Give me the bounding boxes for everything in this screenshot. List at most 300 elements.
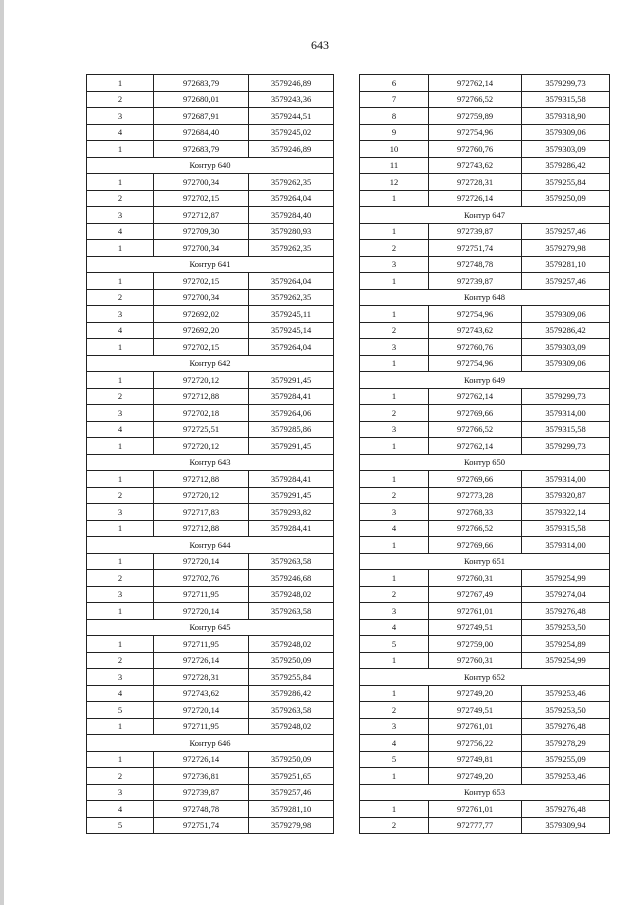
- y-coordinate: 3579314,00: [522, 471, 610, 488]
- x-coordinate: 972726,14: [429, 190, 522, 207]
- y-coordinate: 3579264,04: [249, 190, 334, 207]
- point-number: 3: [87, 207, 154, 224]
- table-row: [360, 438, 610, 455]
- table-row: [360, 108, 610, 125]
- point-number: 3: [87, 306, 154, 323]
- y-coordinate: 3579255,84: [249, 669, 334, 686]
- table-row: [360, 718, 610, 735]
- point-number: 3: [360, 339, 429, 356]
- table-row: [360, 240, 610, 257]
- point-number: 5: [87, 817, 154, 834]
- table-row: [87, 487, 334, 504]
- y-coordinate: 3579309,06: [522, 355, 610, 372]
- point-number: 1: [360, 355, 429, 372]
- point-number: 2: [360, 322, 429, 339]
- contour-header-row: [87, 619, 334, 636]
- x-coordinate: 972720,14: [154, 553, 249, 570]
- table-row: [87, 586, 334, 603]
- x-coordinate: 972754,96: [429, 355, 522, 372]
- point-number: 5: [87, 702, 154, 719]
- y-coordinate: 3579315,58: [522, 421, 610, 438]
- contour-title: Контур 648: [360, 289, 610, 306]
- table-row: [87, 91, 334, 108]
- contour-header-row: [87, 537, 334, 554]
- y-coordinate: 3579281,10: [249, 801, 334, 818]
- x-coordinate: 972702,15: [154, 339, 249, 356]
- contour-title: Контур 653: [360, 784, 610, 801]
- x-coordinate: 972728,31: [429, 174, 522, 191]
- table-row: [87, 174, 334, 191]
- point-number: 4: [360, 520, 429, 537]
- point-number: 3: [87, 108, 154, 125]
- table-row: [360, 768, 610, 785]
- table-row: [360, 570, 610, 587]
- table-row: [360, 603, 610, 620]
- table-row: [360, 355, 610, 372]
- point-number: 2: [360, 240, 429, 257]
- table-row: [360, 223, 610, 240]
- y-coordinate: 3579255,09: [522, 751, 610, 768]
- y-coordinate: 3579280,93: [249, 223, 334, 240]
- point-number: 5: [360, 636, 429, 653]
- point-number: 1: [360, 273, 429, 290]
- y-coordinate: 3579250,09: [249, 652, 334, 669]
- point-number: 1: [87, 174, 154, 191]
- point-number: 4: [87, 421, 154, 438]
- x-coordinate: 972760,31: [429, 570, 522, 587]
- x-coordinate: 972768,33: [429, 504, 522, 521]
- x-coordinate: 972739,87: [154, 784, 249, 801]
- point-number: 1: [87, 520, 154, 537]
- x-coordinate: 972712,88: [154, 471, 249, 488]
- table-row: [360, 141, 610, 158]
- y-coordinate: 3579245,02: [249, 124, 334, 141]
- y-coordinate: 3579322,14: [522, 504, 610, 521]
- table-row: [87, 801, 334, 818]
- x-coordinate: 972762,14: [429, 75, 522, 92]
- contour-title: Контур 640: [87, 157, 334, 174]
- x-coordinate: 972720,12: [154, 372, 249, 389]
- table-row: [87, 273, 334, 290]
- point-number: 2: [87, 91, 154, 108]
- contour-header-row: [87, 157, 334, 174]
- x-coordinate: 972762,14: [429, 438, 522, 455]
- table-row: [87, 141, 334, 158]
- table-row: [360, 273, 610, 290]
- table-row: [360, 537, 610, 554]
- table-row: [87, 372, 334, 389]
- x-coordinate: 972754,96: [429, 124, 522, 141]
- point-number: 4: [360, 619, 429, 636]
- x-coordinate: 972700,34: [154, 174, 249, 191]
- contour-header-row: [360, 372, 610, 389]
- table-row: [360, 322, 610, 339]
- table-row: [87, 405, 334, 422]
- x-coordinate: 972683,79: [154, 75, 249, 92]
- table-row: [87, 553, 334, 570]
- x-coordinate: 972759,00: [429, 636, 522, 653]
- y-coordinate: 3579253,50: [522, 702, 610, 719]
- y-coordinate: 3579286,42: [522, 157, 610, 174]
- y-coordinate: 3579318,90: [522, 108, 610, 125]
- x-coordinate: 972767,49: [429, 586, 522, 603]
- y-coordinate: 3579254,89: [522, 636, 610, 653]
- point-number: 1: [360, 306, 429, 323]
- point-number: 3: [360, 504, 429, 521]
- point-number: 4: [87, 685, 154, 702]
- x-coordinate: 972700,34: [154, 289, 249, 306]
- contour-title: Контур 652: [360, 669, 610, 686]
- x-coordinate: 972769,66: [429, 537, 522, 554]
- y-coordinate: 3579248,02: [249, 718, 334, 735]
- x-coordinate: 972766,52: [429, 91, 522, 108]
- table-row: [360, 504, 610, 521]
- table-row: [87, 520, 334, 537]
- table-row: [360, 520, 610, 537]
- y-coordinate: 3579299,73: [522, 388, 610, 405]
- point-number: 1: [87, 471, 154, 488]
- x-coordinate: 972760,76: [429, 339, 522, 356]
- x-coordinate: 972743,62: [429, 157, 522, 174]
- contour-title: Контур 644: [87, 537, 334, 554]
- table-row: [87, 504, 334, 521]
- table-row: [360, 685, 610, 702]
- y-coordinate: 3579264,04: [249, 273, 334, 290]
- y-coordinate: 3579314,00: [522, 405, 610, 422]
- x-coordinate: 972726,14: [154, 751, 249, 768]
- y-coordinate: 3579284,41: [249, 471, 334, 488]
- table-row: [87, 817, 334, 834]
- x-coordinate: 972743,62: [154, 685, 249, 702]
- point-number: 1: [87, 141, 154, 158]
- y-coordinate: 3579315,58: [522, 91, 610, 108]
- table-row: [87, 306, 334, 323]
- point-number: 2: [87, 190, 154, 207]
- x-coordinate: 972748,78: [429, 256, 522, 273]
- x-coordinate: 972762,14: [429, 388, 522, 405]
- table-row: [360, 157, 610, 174]
- contour-title: Контур 645: [87, 619, 334, 636]
- y-coordinate: 3579291,45: [249, 438, 334, 455]
- x-coordinate: 972766,52: [429, 520, 522, 537]
- x-coordinate: 972761,01: [429, 603, 522, 620]
- point-number: 1: [87, 240, 154, 257]
- x-coordinate: 972720,14: [154, 702, 249, 719]
- page-number: 643: [311, 38, 329, 52]
- contour-header-row: [87, 355, 334, 372]
- table-row: [87, 652, 334, 669]
- table-row: [87, 751, 334, 768]
- x-coordinate: 972702,18: [154, 405, 249, 422]
- point-number: 2: [360, 586, 429, 603]
- y-coordinate: 3579284,41: [249, 520, 334, 537]
- contour-title: Контур 643: [87, 454, 334, 471]
- y-coordinate: 3579309,94: [522, 817, 610, 834]
- y-coordinate: 3579253,46: [522, 768, 610, 785]
- y-coordinate: 3579320,87: [522, 487, 610, 504]
- y-coordinate: 3579285,86: [249, 421, 334, 438]
- table-row: [360, 174, 610, 191]
- table-row: [87, 768, 334, 785]
- table-row: [360, 91, 610, 108]
- table-row: [87, 207, 334, 224]
- contour-header-row: [360, 669, 610, 686]
- x-coordinate: 972720,14: [154, 603, 249, 620]
- x-coordinate: 972725,51: [154, 421, 249, 438]
- y-coordinate: 3579263,58: [249, 603, 334, 620]
- point-number: 1: [87, 718, 154, 735]
- point-number: 1: [87, 75, 154, 92]
- table-row: [87, 421, 334, 438]
- point-number: 2: [360, 702, 429, 719]
- table-row: [360, 256, 610, 273]
- x-coordinate: 972684,40: [154, 124, 249, 141]
- point-number: 2: [360, 487, 429, 504]
- table-row: [360, 586, 610, 603]
- y-coordinate: 3579291,45: [249, 487, 334, 504]
- y-coordinate: 3579250,09: [522, 190, 610, 207]
- x-coordinate: 972769,66: [429, 405, 522, 422]
- table-row: [87, 124, 334, 141]
- y-coordinate: 3579274,04: [522, 586, 610, 603]
- x-coordinate: 972680,01: [154, 91, 249, 108]
- y-coordinate: 3579246,89: [249, 75, 334, 92]
- table-row: [360, 487, 610, 504]
- y-coordinate: 3579276,48: [522, 801, 610, 818]
- table-row: [87, 438, 334, 455]
- table-row: [360, 801, 610, 818]
- x-coordinate: 972692,02: [154, 306, 249, 323]
- table-row: [87, 322, 334, 339]
- table-row: [87, 339, 334, 356]
- point-number: 2: [87, 652, 154, 669]
- y-coordinate: 3579299,73: [522, 438, 610, 455]
- contour-header-row: [87, 735, 334, 752]
- contour-title: Контур 641: [87, 256, 334, 273]
- table-row: [360, 751, 610, 768]
- x-coordinate: 972749,81: [429, 751, 522, 768]
- point-number: 1: [360, 438, 429, 455]
- x-coordinate: 972759,89: [429, 108, 522, 125]
- point-number: 1: [87, 636, 154, 653]
- y-coordinate: 3579243,36: [249, 91, 334, 108]
- y-coordinate: 3579255,84: [522, 174, 610, 191]
- point-number: 2: [87, 388, 154, 405]
- y-coordinate: 3579257,46: [522, 223, 610, 240]
- point-number: 6: [360, 75, 429, 92]
- x-coordinate: 972751,74: [429, 240, 522, 257]
- point-number: 3: [87, 586, 154, 603]
- point-number: 3: [87, 504, 154, 521]
- x-coordinate: 972749,20: [429, 768, 522, 785]
- table-row: [360, 388, 610, 405]
- x-coordinate: 972720,12: [154, 438, 249, 455]
- x-coordinate: 972700,34: [154, 240, 249, 257]
- contour-header-row: [360, 454, 610, 471]
- coordinates-table-left: [86, 74, 334, 834]
- y-coordinate: 3579262,35: [249, 240, 334, 257]
- table-row: [87, 223, 334, 240]
- y-coordinate: 3579293,82: [249, 504, 334, 521]
- y-coordinate: 3579245,14: [249, 322, 334, 339]
- table-row: [360, 421, 610, 438]
- x-coordinate: 972751,74: [154, 817, 249, 834]
- x-coordinate: 972739,87: [429, 223, 522, 240]
- y-coordinate: 3579248,02: [249, 586, 334, 603]
- point-number: 1: [87, 273, 154, 290]
- point-number: 3: [360, 421, 429, 438]
- y-coordinate: 3579263,58: [249, 702, 334, 719]
- contour-header-row: [360, 784, 610, 801]
- y-coordinate: 3579254,99: [522, 652, 610, 669]
- table-row: [87, 108, 334, 125]
- x-coordinate: 972766,52: [429, 421, 522, 438]
- x-coordinate: 972756,22: [429, 735, 522, 752]
- table-row: [360, 619, 610, 636]
- y-coordinate: 3579264,06: [249, 405, 334, 422]
- y-coordinate: 3579278,29: [522, 735, 610, 752]
- x-coordinate: 972769,66: [429, 471, 522, 488]
- point-number: 1: [87, 751, 154, 768]
- x-coordinate: 972749,20: [429, 685, 522, 702]
- table-row: [360, 339, 610, 356]
- x-coordinate: 972712,88: [154, 388, 249, 405]
- point-number: 2: [87, 768, 154, 785]
- y-coordinate: 3579299,73: [522, 75, 610, 92]
- y-coordinate: 3579284,40: [249, 207, 334, 224]
- point-number: 4: [87, 801, 154, 818]
- x-coordinate: 972760,31: [429, 652, 522, 669]
- point-number: 1: [87, 438, 154, 455]
- y-coordinate: 3579262,35: [249, 289, 334, 306]
- x-coordinate: 972726,14: [154, 652, 249, 669]
- x-coordinate: 972728,31: [154, 669, 249, 686]
- y-coordinate: 3579303,09: [522, 339, 610, 356]
- x-coordinate: 972702,15: [154, 273, 249, 290]
- x-coordinate: 972692,20: [154, 322, 249, 339]
- table-row: [360, 124, 610, 141]
- x-coordinate: 972777,77: [429, 817, 522, 834]
- table-row: [360, 471, 610, 488]
- y-coordinate: 3579263,58: [249, 553, 334, 570]
- y-coordinate: 3579303,09: [522, 141, 610, 158]
- table-row: [360, 75, 610, 92]
- x-coordinate: 972702,76: [154, 570, 249, 587]
- y-coordinate: 3579253,46: [522, 685, 610, 702]
- point-number: 1: [360, 768, 429, 785]
- y-coordinate: 3579257,46: [522, 273, 610, 290]
- x-coordinate: 972687,91: [154, 108, 249, 125]
- point-number: 1: [87, 553, 154, 570]
- point-number: 10: [360, 141, 429, 158]
- table-row: [87, 240, 334, 257]
- table-row: [87, 784, 334, 801]
- point-number: 1: [360, 388, 429, 405]
- y-coordinate: 3579253,50: [522, 619, 610, 636]
- y-coordinate: 3579291,45: [249, 372, 334, 389]
- y-coordinate: 3579286,42: [522, 322, 610, 339]
- table-row: [87, 636, 334, 653]
- point-number: 1: [360, 652, 429, 669]
- y-coordinate: 3579315,58: [522, 520, 610, 537]
- x-coordinate: 972743,62: [429, 322, 522, 339]
- y-coordinate: 3579276,48: [522, 603, 610, 620]
- x-coordinate: 972754,96: [429, 306, 522, 323]
- contour-header-row: [360, 553, 610, 570]
- y-coordinate: 3579244,51: [249, 108, 334, 125]
- contour-title: Контур 651: [360, 553, 610, 570]
- x-coordinate: 972761,01: [429, 801, 522, 818]
- table-row: [360, 190, 610, 207]
- point-number: 3: [360, 718, 429, 735]
- point-number: 1: [360, 537, 429, 554]
- table-row: [87, 570, 334, 587]
- y-coordinate: 3579309,06: [522, 124, 610, 141]
- x-coordinate: 972711,95: [154, 636, 249, 653]
- point-number: 2: [87, 570, 154, 587]
- coordinates-table-right: [359, 74, 610, 834]
- y-coordinate: 3579286,42: [249, 685, 334, 702]
- point-number: 3: [87, 405, 154, 422]
- point-number: 1: [87, 372, 154, 389]
- x-coordinate: 972749,51: [429, 619, 522, 636]
- x-coordinate: 972748,78: [154, 801, 249, 818]
- point-number: 3: [87, 669, 154, 686]
- point-number: 1: [360, 471, 429, 488]
- x-coordinate: 972717,83: [154, 504, 249, 521]
- y-coordinate: 3579264,04: [249, 339, 334, 356]
- y-coordinate: 3579314,00: [522, 537, 610, 554]
- point-number: 1: [360, 570, 429, 587]
- contour-header-row: [87, 454, 334, 471]
- y-coordinate: 3579254,99: [522, 570, 610, 587]
- x-coordinate: 972739,87: [429, 273, 522, 290]
- y-coordinate: 3579281,10: [522, 256, 610, 273]
- table-row: [87, 685, 334, 702]
- point-number: 1: [360, 223, 429, 240]
- point-number: 4: [360, 735, 429, 752]
- table-row: [87, 289, 334, 306]
- table-row: [87, 388, 334, 405]
- y-coordinate: 3579279,98: [249, 817, 334, 834]
- page-left-edge: [0, 0, 4, 905]
- contour-title: Контур 649: [360, 372, 610, 389]
- table-row: [360, 652, 610, 669]
- x-coordinate: 972712,88: [154, 520, 249, 537]
- x-coordinate: 972702,15: [154, 190, 249, 207]
- table-row: [87, 669, 334, 686]
- x-coordinate: 972761,01: [429, 718, 522, 735]
- y-coordinate: 3579279,98: [522, 240, 610, 257]
- point-number: 3: [360, 603, 429, 620]
- point-number: 1: [360, 685, 429, 702]
- table-row: [360, 306, 610, 323]
- x-coordinate: 972709,30: [154, 223, 249, 240]
- point-number: 2: [87, 487, 154, 504]
- point-number: 9: [360, 124, 429, 141]
- contour-title: Контур 650: [360, 454, 610, 471]
- table-row: [360, 405, 610, 422]
- y-coordinate: 3579309,06: [522, 306, 610, 323]
- point-number: 4: [87, 322, 154, 339]
- point-number: 2: [87, 289, 154, 306]
- point-number: 12: [360, 174, 429, 191]
- point-number: 4: [87, 124, 154, 141]
- table-row: [360, 817, 610, 834]
- point-number: 7: [360, 91, 429, 108]
- point-number: 3: [87, 784, 154, 801]
- x-coordinate: 972712,87: [154, 207, 249, 224]
